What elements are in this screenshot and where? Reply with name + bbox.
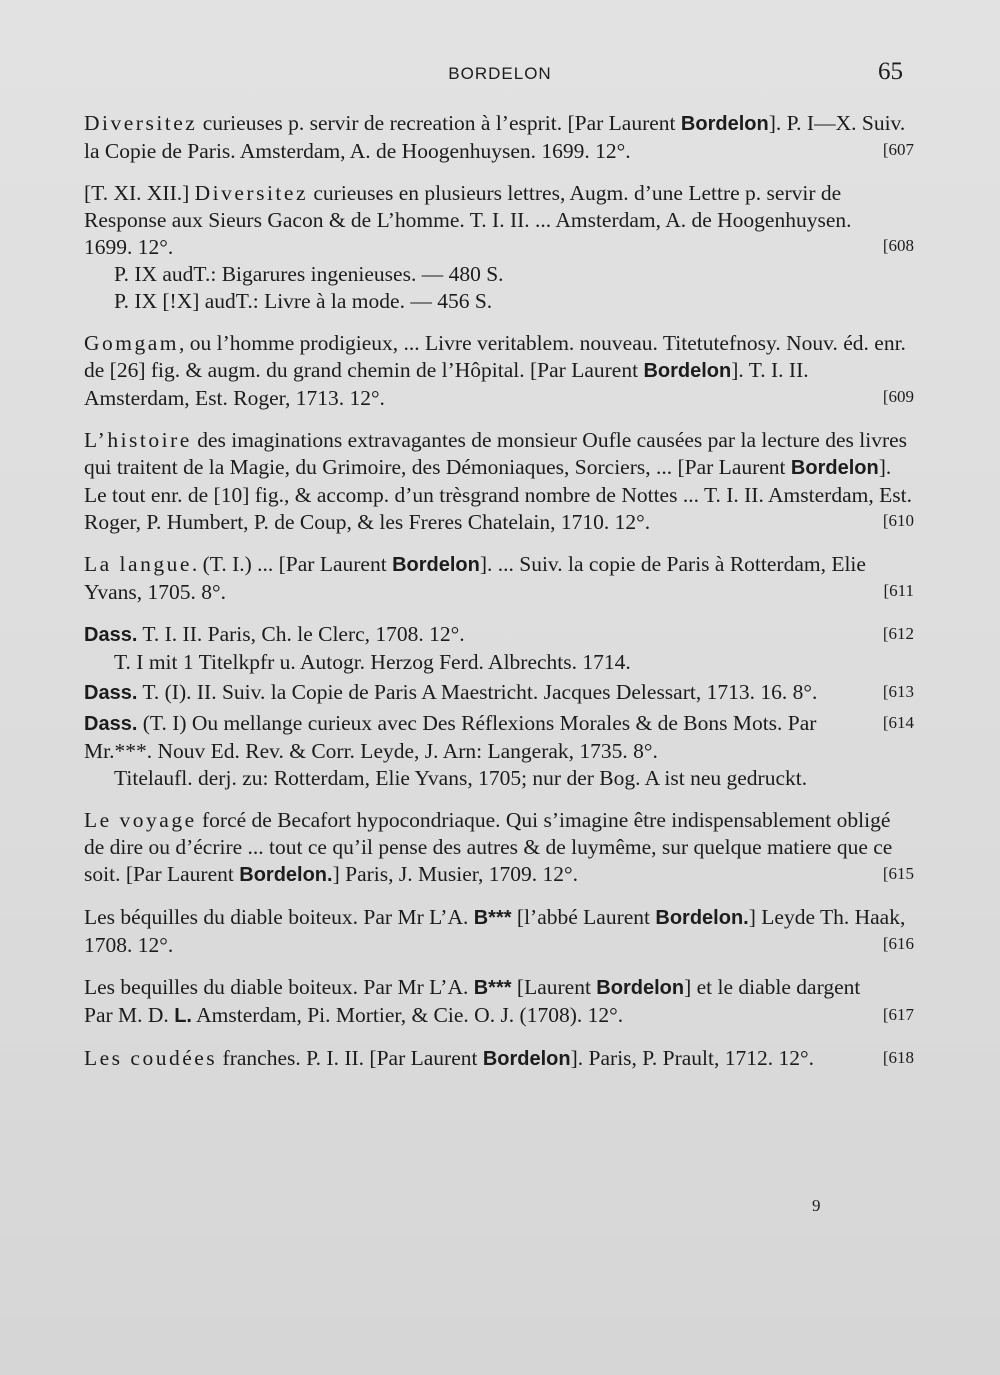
entry-lead: Dass. bbox=[84, 682, 138, 704]
entry-lead: Dass. bbox=[84, 713, 138, 735]
entry-lead: Diversitez bbox=[84, 111, 198, 135]
entry-lead: Diversitez bbox=[194, 181, 308, 205]
entry-618 bbox=[84, 1045, 914, 1073]
entry-616 bbox=[84, 904, 914, 959]
entry-note: Titelaufl. derj. zu: Rotterdam, Elie Yvans, 1705; nur der Bog. A ist neu gedruckt. bbox=[114, 766, 808, 790]
running-title: BORDELON bbox=[448, 64, 552, 83]
entry-text: [T. XI. XII.] Diversitez curieuses en plusieurs lettres, Augm. d’une Lettre p. servir de Response aux Sieurs Gacon & de L’homme. T. I. II. ... Amsterdam, A. de Hoogenhuysen. 1699. 12°. bbox=[84, 181, 852, 259]
entry-613 bbox=[84, 679, 914, 707]
entry-607 bbox=[84, 110, 914, 165]
entry-number: [615 bbox=[882, 864, 914, 883]
entry-text: Dass. T. (I). II. Suiv. la Copie de Paris A Maestricht. Jacques Delessart, 1713. 16. 8°. bbox=[84, 680, 818, 704]
entry-note: P. IX audT.: Bigarures ingenieuses. — 480 S. bbox=[114, 262, 504, 286]
entry-lead: Les coudées bbox=[84, 1046, 218, 1070]
entry-number: [612 bbox=[882, 624, 914, 643]
entry-number: [617 bbox=[882, 1005, 914, 1024]
entry-number: [614 bbox=[882, 713, 914, 732]
entry-lead: La langue bbox=[84, 552, 192, 576]
signature-mark: 9 bbox=[812, 1196, 821, 1215]
entry-number: [607 bbox=[882, 140, 914, 159]
entry-lead: Le voyage bbox=[84, 808, 197, 832]
entry-text: Le voyage forcé de Becafort hypocondriaque. Qui s’imagine être indispensablement obligé de dire ou d’écrire ... tout ce qu’il pense des autres & de luymême, sur quelque matiere que ce soit. [Par Laurent Bordelon.] Paris, J. Musier, 1709. 12°. bbox=[84, 808, 893, 886]
entry-number: [613 bbox=[882, 682, 914, 701]
bibliography-list bbox=[84, 110, 914, 1088]
entry-note: P. IX [!X] audT.: Livre à la mode. — 456 S. bbox=[114, 289, 493, 313]
entry-text: La langue. (T. I.) ... [Par Laurent Bordelon]. ... Suiv. la copie de Paris à Rotterdam, Elie Yvans, 1705. 8°. bbox=[84, 552, 866, 604]
entry-text: Diversitez curieuses p. servir de recreation à l’esprit. [Par Laurent Bordelon]. P. I—X. Suiv. la Copie de Paris. Amsterdam, A. de Hoogenhuysen. 1699. 12°. bbox=[84, 111, 906, 163]
entry-number: [608 bbox=[882, 236, 914, 255]
entry-614 bbox=[84, 710, 914, 792]
entry-617 bbox=[84, 974, 914, 1030]
entry-608 bbox=[84, 180, 914, 315]
entry-lead: Gomgam bbox=[84, 331, 180, 355]
entry-615 bbox=[84, 807, 914, 889]
entry-609 bbox=[84, 330, 914, 412]
entry-number: [611 bbox=[883, 581, 914, 600]
entry-text: Dass. T. I. II. Paris, Ch. le Clerc, 1708. 12°. bbox=[84, 622, 465, 646]
entry-number: [616 bbox=[882, 934, 914, 953]
entry-number: [618 bbox=[882, 1048, 914, 1067]
entry-note: T. I mit 1 Titelkpfr u. Autogr. Herzog Ferd. Albrechts. 1714. bbox=[114, 650, 631, 674]
entry-number: [609 bbox=[882, 387, 914, 406]
entry-text: Les bequilles du diable boiteux. Par Mr L’A. B*** [Laurent Bordelon] et le diable dargent Par M. D. L. Amsterdam, Pi. Mortier, & Cie. O. J. (1708). 12°. bbox=[84, 975, 861, 1027]
entry-610 bbox=[84, 427, 914, 536]
entry-text: Les béquilles du diable boiteux. Par Mr L’A. B*** [l’abbé Laurent Bordelon.] Leyde Th. Haak, 1708. 12°. bbox=[84, 905, 906, 957]
entry-text: Les coudées franches. P. I. II. [Par Laurent Bordelon]. Paris, P. Prault, 1712. 12°. bbox=[84, 1046, 814, 1070]
entry-text: Dass. (T. I) Ou mellange curieux avec Des Réflexions Morales & de Bons Mots. Par Mr.***. Nouv Ed. Rev. & Corr. Leyde, J. Arn: Langerak, 1735. 8°. bbox=[84, 711, 817, 763]
entry-lead: Dass. bbox=[84, 624, 138, 646]
entry-text: L’histoire des imaginations extravagantes de monsieur Oufle causées par la lecture des livres qui traitent de la Magie, du Grimoire, des Démoniaques, Sorciers, ... [Par Laurent Bordelon]. Le tout enr. de [10] fig., & accomp. d’un trèsgrand nombre de Nottes ... T. I. II. Amsterdam, Est. Roger, P. Humbert, P. de Coup, & les Freres Chatelain, 1710. 12°. bbox=[84, 428, 912, 534]
entry-612 bbox=[84, 621, 914, 676]
entry-611 bbox=[84, 551, 914, 606]
entry-number: [610 bbox=[882, 511, 914, 530]
page-number: 65 bbox=[878, 58, 903, 85]
entry-lead: L’histoire bbox=[84, 428, 192, 452]
entry-text: Gomgam, ou l’homme prodigieux, ... Livre veritablem. nouveau. Titetutefnosy. Nouv. éd. enr. de [26] fig. & augm. du grand chemin de l’Hôpital. [Par Laurent Bordelon]. T. I. II. Amsterdam, Est. Roger, 1713. 12°. bbox=[84, 331, 906, 410]
